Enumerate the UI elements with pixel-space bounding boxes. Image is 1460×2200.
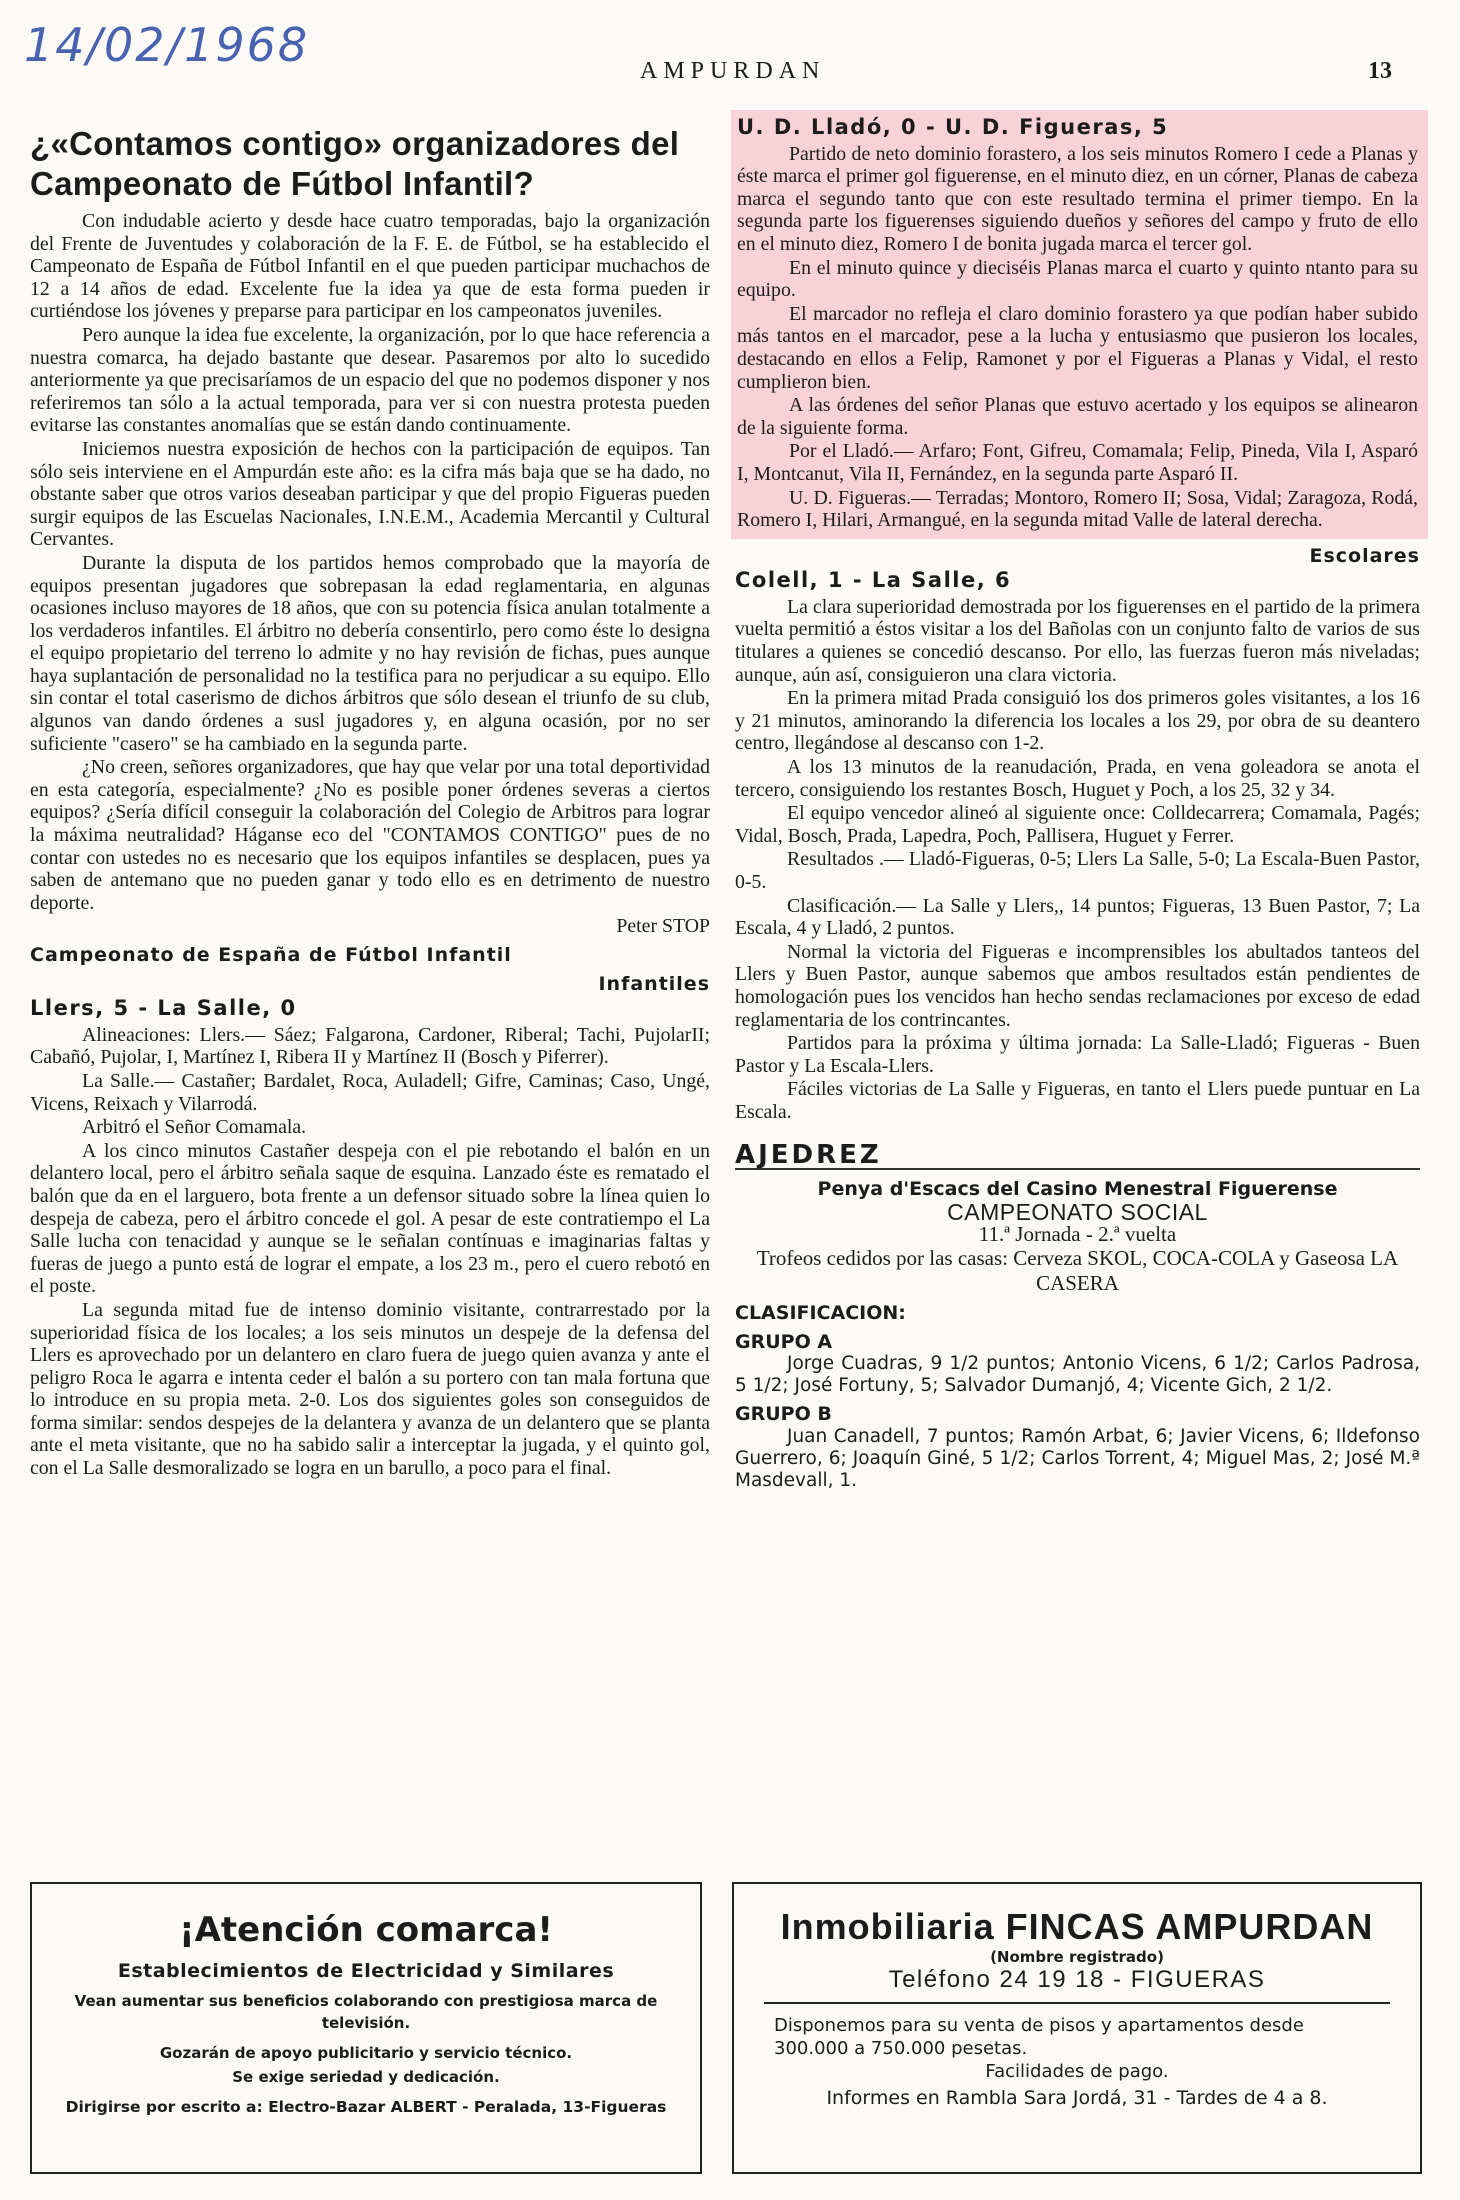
ad-body	[774, 2014, 1380, 2110]
chess-club: Penya d'Escacs del Casino Menestral Figuerense	[817, 1178, 1338, 1201]
match-paragraph: El equipo vencedor alineó al siguiente once: Colldecarrera; Comamala, Pagés; Vidal, Bosch, Prada, Lapedra, Poch, Pallisera, Huguet y Ferrer.	[735, 802, 1420, 847]
ad-body-text: Disponemos para su venta de pisos y apartamentos desde 300.000 a 750.000 pesetas.	[774, 2015, 1304, 2059]
advertisement-fincas	[732, 1882, 1422, 2174]
masthead: AMPURDAN	[640, 58, 826, 84]
match-paragraph: Partido de neto dominio forastero, a los seis minutos Romero I cede a Planas y éste marca el primer gol figuerense, en el minuto diez, en un córner, Planas de cabeza marca el segundo tanto que con este resultado termina el primer tiempo. En la segunda parte los figuerenses siguiendo dueños y señores del campo y fruto de ello en el minuto diez, Romero I de bonita jugada marca el tercer gol.	[737, 142, 1418, 255]
championship-title: Campeonato de España de Fútbol Infantil	[30, 944, 512, 966]
classification-paragraph: Clasificación.— La Salle y Llers,, 14 puntos; Figueras, 13 Buen Pastor, 7; La Escala, 4 y Lladó, 2 puntos.	[735, 894, 1420, 940]
ad-offer: Gozarán de apoyo publicitario y servicio técnico.	[159, 2044, 573, 2062]
match-paragraph: A los 13 minutos de la reanudación, Prada, en vena goleadora se anota el tercero, consiguiendo los restantes Bosch, Huguet y Poch, a los 25, 32 y 34.	[735, 756, 1420, 801]
highlighted-match-report	[731, 110, 1428, 539]
ad-footer: Dirigirse por escrito a: Electro-Bazar ALBERT - Peralada, 13-Figueras	[65, 2098, 667, 2116]
ad-address: Informes en Rambla Sara Jordá, 31 - Tardes de 4 a 8.	[826, 2087, 1328, 2109]
match-paragraph: Arbitró el Señor Comamala.	[82, 1116, 307, 1139]
chess-round: 11.ª Jornada - 2.ª vuelta	[978, 1222, 1177, 1247]
match-paragraph: La segunda mitad fue de intenso dominio visitante, contrarrestado por la superioridad física de los locales; a los seis minutos un despeje de la defensa del Llers es aprovechado por un delantero en claro fuera de juego quien avanza y ante el peligro Roca le agarra e intenta ceder el balón a su portero con tan mala fortuna que lo introduce en su propia meta. 2-0. Los dos siguientes goles son conseguidos de forma similar: sendos despejes de la delantera y avanza de un delantero que se planta ante el meta visitante, que no ha sabido salir a interceptar la jugada, y el quinto gol, con el La Salle desmoralizado se logra en un barullo, a poco para el final.	[30, 1298, 710, 1480]
chess-section-title: AJEDREZ	[735, 1144, 1420, 1171]
chess-group-b-list: Juan Canadell, 7 puntos; Ramón Arbat, 6; Javier Vicens, 6; Ildefonso Guerrero, 6; Joaquín Giné, 5 1/2; Carlos Torrent, 4; Miguel Mas, 2; José M.ª Masdevall, 1.	[735, 1425, 1420, 1491]
category-escolares: Escolares	[1309, 544, 1420, 567]
match-title-colell: Colell, 1 - La Salle, 6	[735, 568, 1012, 593]
match-paragraph: Fáciles victorias de La Salle y Figueras, en tanto el Llers puede puntuar en La Escala.	[735, 1078, 1420, 1123]
left-column	[30, 110, 710, 1481]
match-title-llado: U. D. Lladó, 0 - U. D. Figueras, 5	[737, 115, 1169, 139]
ad-title: Inmobiliaria FINCAS AMPURDAN	[780, 1906, 1374, 1947]
article-paragraph: Con indudable acierto y desde hace cuatro temporadas, bajo la organización del Frente de Juventudes y colaboración de la F. E. de Fútbol, se ha establecido el Campeonato de España de Fútbol Infantil en el que pueden participar muchachos de 12 a 14 años de edad. Excelente fue la idea ya que de esta forma pueden ir curtiéndose los jóvenes y preparse para participar en los campeonatos juveniles.	[30, 210, 710, 323]
ad-subtitle: Establecimientos de Electricidad y Similares	[117, 1960, 615, 1982]
match-paragraph: Alineaciones: Llers.— Sáez; Falgarona, Cardoner, Riberal; Tachi, PujolarII; Cabañó, Pujolar, I, Martínez I, Ribera II y Martínez II (Bosch y Piferrer).	[30, 1023, 710, 1069]
match-paragraph: El marcador no refleja el claro dominio forastero ya que podían haber subido más tantos en el marcador, pese a la lucha y entusiasmo que pusieron los locales, destacando en ellos a Felip, Ramonet y por el Figueras a Planas y Vidal, el resto cumplieron bien.	[737, 302, 1418, 393]
chess-classification-label: CLASIFICACION:	[735, 1301, 906, 1324]
ad-registered: (Nombre registrado)	[990, 1948, 1164, 1966]
chess-group-b-label: GRUPO B	[735, 1403, 832, 1426]
next-matches-paragraph: Partidos para la próxima y última jornada: La Salle-Lladó; Figueras - Buen Pastor y La Escala-Llers.	[735, 1032, 1420, 1077]
chess-trophies: Trofeos cedidos por las casas: Cerveza SKOL, COCA-COLA y Gaseosa LA CASERA	[756, 1245, 1399, 1295]
ad-phone: Teléfono 24 19 18 - FIGUERAS	[888, 1966, 1266, 1993]
ad-divider	[764, 2002, 1390, 2004]
match-paragraph: La Salle.— Castañer; Bardalet, Roca, Auladell; Gifre, Caminas; Caso, Ungé, Vicens, Reixach y Vilarrodá.	[30, 1069, 710, 1115]
article-paragraph: Pero aunque la idea fue excelente, la organización, por lo que hace referencia a nuestra comarca, ha dejado bastante que desear. Pasaremos por alto lo sucedido anteriormente ya que precisaríamos de un espacio del que no podemos disponer y nos referiremos tan sólo a la actual temporada, para ver si con nuestra protesta pueden evitarse las constantes anomalías que se están dando continuamente.	[30, 323, 710, 437]
category-infantiles: Infantiles	[598, 972, 710, 995]
match-paragraph: A los cinco minutos Castañer despeja con el pie rebotando el balón en un delantero local, pero el árbitro señala saque de esquina. Lanzado éste es rematado el balón que da en el larguero, bota frente a un defensor situado sobre la línea quien lo despeja de cabeza, pero el árbitro concede el gol. A pesar de este contratiempo el La Salle lucha con tenacidad y aunque se le señalan contínuas e imaginarias faltas y fueras de juego a punto está de lograr el empate, a los 23 m., pero el cuero rebotó en el poste.	[30, 1139, 710, 1298]
chess-group-a-label: GRUPO A	[735, 1330, 833, 1353]
ad-title: ¡Atención comarca!	[179, 1910, 553, 1950]
ad-body: Vean aumentar sus beneficios colaborando con prestigiosa marca de televisión.	[74, 1992, 658, 2032]
results-paragraph: Resultados .— Lladó-Figueras, 0-5; Llers La Salle, 5-0; La Escala-Buen Pastor, 0-5.	[735, 848, 1420, 893]
page-number: 13	[1368, 58, 1392, 84]
match-paragraph: Normal la victoria del Figueras e incomprensibles los abultados tanteos del Llers y Buen Pastor, aunque sabemos que ambos resultados están pendientes de homologación pues los vencidos han hecho sendas reclamaciones por exceso de edad reglamentaria de los contrincantes.	[735, 940, 1420, 1031]
article-signature: Peter STOP	[616, 915, 710, 938]
handwritten-date: 14/02/1968	[24, 18, 310, 72]
ad-requirement: Se exige seriedad y dedicación.	[232, 2068, 500, 2086]
chess-group-a-list: Jorge Cuadras, 9 1/2 puntos; Antonio Vicens, 6 1/2; Carlos Padrosa, 5 1/2; José Fortuny, 5; Salvador Dumanjó, 4; Vicente Gich, 2 1/2.	[735, 1353, 1420, 1397]
match-paragraph: A las órdenes del señor Planas que estuvo acertado y los equipos se alinearon de la siguiente forma.	[737, 394, 1418, 439]
match-paragraph: En el minuto quince y dieciséis Planas marca el cuarto y quinto ntanto para su equipo.	[737, 256, 1418, 302]
article-paragraph: ¿No creen, señores organizadores, que hay que velar por una total deportividad en esta categoría, especialmente? ¿No es posible poner órdenes severas a ciertos equipos? ¿Sería difícil conseguir la colaboración del Colegio de Arbitros para lograr la máxima neutralidad? Háganse eco del "CONTAMOS CONTIGO" pues de no contar con ustedes no es necesario que los equipos infantiles se desplacen, pues ya saben de antemano que no pueden ganar y todo ello es en detrimento de nuestro deporte.	[30, 756, 710, 914]
article-paragraph: Iniciemos nuestra exposición de hechos con la participación de equipos. Tan sólo seis interviene en el Ampurdán este año: es la cifra más baja que se ha dado, no obstante saber que otros varios deseaban participar y que del propio Figueras pueden surgir equipos de las Escuelas Nacionales, I.N.E.M., Academia Mercantil y Cultural Cervantes.	[30, 437, 710, 551]
match-paragraph: La clara superioridad demostrada por los figuerenses en el partido de la primera vuelta permitió a éstos visitar a los del Bañolas con un conjunto falto de varios de sus titulares a quienes se concedió descanso. Por ello, las fuerzas fueron más niveladas; aunque, aún así, consiguieron una clara victoria.	[735, 595, 1420, 686]
right-column	[735, 110, 1420, 1492]
match-title-llers: Llers, 5 - La Salle, 0	[30, 996, 297, 1021]
article-paragraph: Durante la disputa de los partidos hemos comprobado que la mayoría de equipos presentan jugadores que sobrepasan la edad reglamentaria, en algunas ocasiones incluso mayores de 18 años, que con su potencia física anulan totalmente a los verdaderos infantiles. El árbitro no debería consentirlo, pero como éste lo designa el equipo propietario del terreno lo admite y no hay revisión de fichas, pues aunque haya suplantación de personalidad no la testifica para no perjudicar a su equipo. Ello sin contar el total caserismo de dichos árbitros que sólo desean el triunfo de su club, algunos van dando órdenes a susl jugadores y, en alguna ocasión, por no ser suficiente "casero" se ha cambiado en la segunda parte.	[30, 551, 710, 755]
match-paragraph: Por el Lladó.— Arfaro; Font, Gifreu, Comamala; Felip, Pineda, Vila I, Asparó I, Montcanut, Vila II, Fernández, en la segunda parte Asparó II.	[737, 440, 1418, 485]
match-paragraph: En la primera mitad Prada consiguió los dos primeros goles visitantes, a los 16 y 21 minutos, aminorando la diferencia los locales a los 29, por obra de su deantero centro, llegándose al descanso con 1-2.	[735, 687, 1420, 755]
advertisement-electrobazar	[30, 1882, 702, 2174]
chess-event: CAMPEONATO SOCIAL	[947, 1198, 1208, 1225]
match-paragraph: U. D. Figueras.— Terradas; Montoro, Romero II; Sosa, Vidal; Zaragoza, Rodá, Romero I, Hilari, Armangué, en la segunda mitad Valle de lateral derecha.	[737, 486, 1418, 532]
ad-payment: Facilidades de pago.	[985, 2061, 1169, 2082]
article-headline: ¿«Contamos contigo» organizadores del Campeonato de Fútbol Infantil?	[30, 125, 680, 202]
